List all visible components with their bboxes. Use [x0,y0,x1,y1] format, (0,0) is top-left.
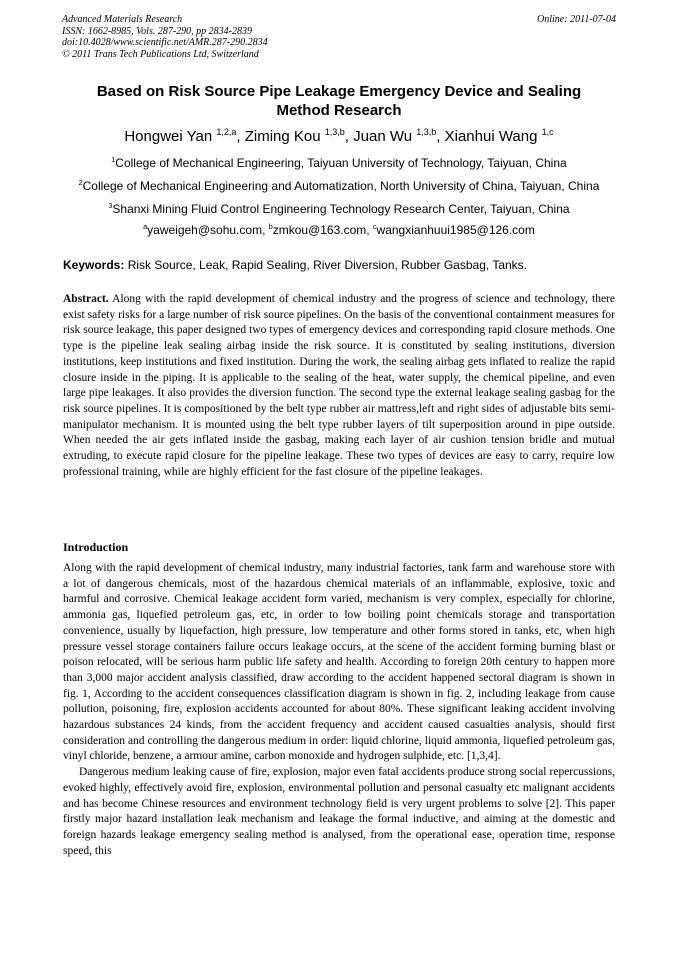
email[interactable]: yaweigeh@sohu.com, [147,223,269,237]
keywords-label: Keywords: [63,258,125,272]
author: Hongwei Yan [124,128,213,145]
section-heading-introduction: Introduction [63,540,129,554]
affiliation-1 [30,156,648,171]
author-sup: 1,3,b [324,127,345,137]
author-sup: 1,2,a [216,127,237,137]
paper-title: Based on Risk Source Pipe Leakage Emergency Device and Sealing Method Research [96,83,582,119]
author: Ziming Kou [244,128,321,145]
author: Juan Wu [353,128,413,145]
paragraph: Along with the rapid development of chemical industry, many industrial factories, tank farm and warehouse store with a lot of dangerous chemicals, most of the hazardous chemical materials of an inflammable, explosive, toxic and harmful and corrosive. Chemical leakage accident form varied, mechanism is very complex, especially for chlorine, ammonia gas, liquefied petroleum gas, etc, in order to low boiling point chemicals storage and transportation convenience, usually by liquefaction, high pressure, low temperature and other forms stored in tanks, etc, when high pressure vessel storage containers failure occurs leakage occurs, at the scene of the accident forming burning blast or poison relocated, will be serious harm public life safety and health. According to foreign 20th century to happen more than 3,000 major accident analysis classified, draw according to the accident happened sectoral diagram is shown in fig. 1, According to the accident consequences classification diagram is shown in fig. 2, including leakage from cause pollution, poisoning, fire, explosion accidents accounted for about 80%. These significant leaking accident involving hazardous substances 24 kinds, from the accident frequency and accident caused casualties analysis, should first consideration and controlling the dangerous medium in order: liquid chlorine, liquid ammonia, liquefied petroleum gas, vinyl chloride, benzene, a armour amine, carbon monoxide and hydrogen sulphide, etc. [1,3,4]. [63,562,615,763]
author: Xianhui Wang [444,128,538,145]
affiliation-text: College of Mechanical Engineering and Automatization, North University of China, Taiyuan, China [82,179,600,193]
keywords-text: Risk Source, Leak, Rapid Sealing, River Diversion, Rubber Gasbag, Tanks. [127,258,528,272]
affiliation-sup: 1 [111,155,116,164]
journal-header [62,14,616,60]
journal-name: Advanced Materials Research [62,14,183,25]
affiliation-3 [30,202,648,217]
journal-issn: ISSN: 1662-8985, Vols. 287-290, pp 2834-2839 [62,25,252,37]
abstract-label: Abstract. [63,293,109,305]
author-list: Hongwei Yan $^{1,2,a}$, Ziming Kou $^{1,3,b}$, Juan Wu $^{1,3,b}$, Xianhui Wang $^{1,c}$ [124,127,554,145]
online-date: Online: 2011-07-04 [537,14,616,25]
email-line [30,223,648,238]
keywords [63,258,615,273]
email[interactable]: zmkou@163.com, [272,223,373,237]
affiliation-sup: 2 [78,178,83,187]
author-sup: 1,3,b [416,127,437,137]
email-sup: b [268,222,273,231]
abstract-text: Along with the rapid development of chemical industry and the progress of science and technology, there exist safety risks for a large number of risk source pipelines. On the basis of the conventional containment measures for risk source leakage, this paper designed two types of emergency devices and corresponding rapid closure methods. One type is the pipeline leak sealing airbag inside the risk source. It is constituted by sealing institutions, diversion institutions, keep institutions and fixed institution. During the work, the sealing airbag gets inflated to realize the rapid closure inside in the piping. It is applicable to the sealing of the heat, water supply, the chemical pipeline, and even large pipe leakages. It also provides the diversion function. The second type the external leakage sealing gasbag for the risk source pipelines. It is compositioned by the belt type rubber air mattress,left and right sides of adjustable bits semi-manipulator mechanism. It is mounted using the belt type rubber layers of tilt superposition around in pipe outside. When needed the air gets inflated inside the gasbag, making each layer of air cushion tension bridle and mutual extruding, to execute rapid closure for the pipeline leakage. These two types of devices are easy to carry, require low professional training, while are highly efficient for the fast closure of the pipeline leakages. [63,293,615,478]
author-sup: 1,c [541,127,554,137]
affiliation-text: Shanxi Mining Fluid Control Engineering Technology Research Center, Taiyuan, China [112,202,570,216]
affiliation-text: College of Mechanical Engineering, Taiyuan University of Technology, Taiyuan, China [115,156,567,170]
introduction-body [63,561,615,859]
affiliation-sup: 3 [108,201,113,210]
affiliation-2 [30,179,648,194]
paragraph: Dangerous medium leaking cause of fire, explosion, major even fatal accidents produce strong social repercussions, evoked highly, effectively avoid fire, explosion, environmental pollution and personal casualty etc malignant accidents and has become Chinese resources and environment technology field is very urgent problems to solve [2]. This paper firstly major hazard installation leak mechanism and leakage the formal inductive, and aiming at the domestic and foreign hazards leakage emergency sealing method is analysed, from the operational ease, operation time, response speed, this [63,766,615,857]
email-sup: c [372,222,377,231]
email[interactable]: wangxianhuui1985@126.com [376,223,535,237]
email-sup: a [143,222,148,231]
journal-copyright: © 2011 Trans Tech Publications Ltd, Switzerland [62,48,259,60]
abstract [63,292,615,480]
journal-doi: doi:10.4028/www.scientific.net/AMR.287-290.2834 [62,37,268,48]
